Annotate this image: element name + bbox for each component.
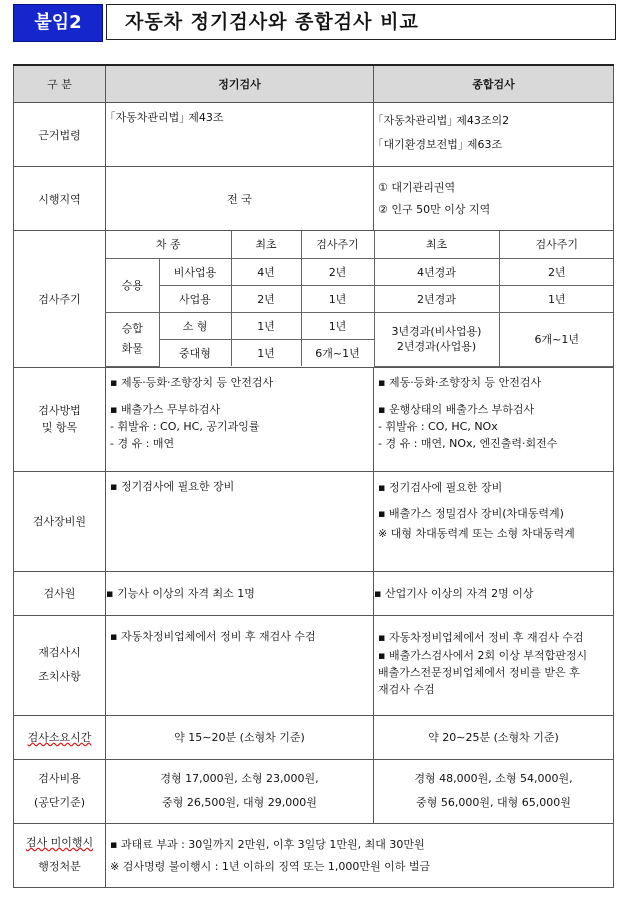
reinspection-regular: [106, 615, 374, 715]
row-label-penalty-text: 검사 미이행시: [25, 836, 94, 849]
reinspection-line: 재검사 수검: [378, 682, 435, 696]
equipment-line: ※ 대형 차대동력계 또는 소형 차대동력계: [378, 526, 575, 540]
row-label-fee: [14, 759, 106, 823]
row-label-method-line: 및 항목: [41, 421, 78, 434]
method-spacer: [378, 391, 609, 401]
row-label-reinspection-line: 재검사시: [38, 646, 81, 659]
period-cell: 4년: [231, 258, 301, 285]
period-cell: 4년경과: [374, 258, 499, 285]
period-cell: 3년경과(비사업용): [391, 325, 482, 338]
row-label-duration-text: 검사소요시간: [27, 731, 92, 744]
duration-comprehensive: 약 20∼25분 (소형차 기준): [374, 715, 614, 759]
penalty-line: ▪ 과태료 부과 : 30일까지 2만원, 이후 3일당 1만원, 최대 30만원: [110, 837, 425, 851]
period-cell: 2년: [231, 285, 301, 312]
method-line: - 경 유 : 매연, NOx, 엔진출력·회전수: [378, 436, 558, 450]
reinspection-line: ▪ 배출가스검사에서 2회 이상 부적합판정시: [378, 648, 588, 662]
row-label-region: 시행지역: [14, 167, 106, 231]
method-line: - 휘발유 : CO, HC, NOx: [378, 419, 498, 433]
period-truck-label: 화물: [121, 342, 143, 355]
reinspection-line: 배출가스전문정비업체에서 정비를 받은 후: [378, 665, 580, 679]
period-large-label: 중대형: [159, 339, 231, 366]
method-regular: [106, 367, 374, 471]
row-label-fee-line: 검사비용: [38, 772, 81, 785]
reinspection-line: ▪ 자동차정비업체에서 정비 후 재검사 수검: [378, 630, 584, 644]
period-head-first-reg: 최초: [231, 231, 301, 258]
legal-basis-regular-text: ｢자동차관리법｣ 제43조: [110, 111, 224, 124]
row-label-fee-line: (공단기준): [33, 796, 86, 809]
equipment-line: ▪ 정기검사에 필요한 장비: [110, 479, 235, 493]
fee-line: 중형 26,500원, 대형 29,000원: [162, 796, 317, 809]
period-cell: 1년: [231, 339, 301, 366]
method-spacer: [110, 391, 369, 401]
period-van-truck-label: [106, 312, 159, 366]
period-business-label: 사업용: [159, 285, 231, 312]
method-line: ▪ 운행상태의 배출가스 부하검사: [378, 402, 535, 416]
penalty-content: [106, 823, 614, 887]
period-non-business-label: 비사업용: [159, 258, 231, 285]
method-comprehensive: [374, 367, 614, 471]
period-cell: 2년경과: [374, 285, 499, 312]
method-line: ▪ 제동·등화·조향장치 등 안전검사: [378, 375, 542, 389]
comparison-table: [13, 64, 614, 888]
period-head-first-comp: 최초: [374, 231, 499, 258]
period-cell: 1년: [301, 312, 374, 339]
equipment-regular: [106, 471, 374, 571]
method-line: - 경 유 : 매연: [110, 436, 175, 450]
fee-line: 경형 17,000원, 소형 23,000원,: [160, 772, 319, 785]
period-van-label: 승합: [121, 322, 143, 335]
period-subtable: [106, 231, 614, 367]
page-header: [6, 4, 616, 40]
period-van-first-comp: [374, 312, 499, 366]
period-cell: 1년: [301, 285, 374, 312]
period-subtable-cell: [106, 231, 614, 368]
period-passenger-label: 승용: [106, 258, 159, 312]
col-header-regular: 정기검사: [106, 65, 374, 103]
row-label-reinspection-line: 조치사항: [38, 670, 81, 683]
period-head-type: 차 종: [106, 231, 231, 258]
page-title: 자동차 정기검사와 종합검사 비교: [106, 4, 616, 40]
penalty-line: ※ 검사명령 불이행시 : 1년 이하의 징역 또는 1,000만원 이하 벌금: [110, 859, 431, 873]
col-header-category: 구 분: [14, 65, 106, 103]
period-cell: 2년: [301, 258, 374, 285]
fee-comprehensive: [374, 759, 614, 823]
period-cell: 6개~1년: [301, 339, 374, 366]
region-regular: 전 국: [106, 167, 374, 231]
equipment-comprehensive: [374, 471, 614, 571]
period-cell: 1년: [499, 285, 614, 312]
period-cell: 2년: [499, 258, 614, 285]
row-label-penalty: [14, 823, 106, 887]
fee-line: 경형 48,000원, 소형 54,000원,: [414, 772, 573, 785]
legal-basis-regular: [106, 103, 374, 167]
row-label-inspector: 검사원: [14, 571, 106, 615]
row-label-duration: [14, 715, 106, 759]
row-label-legal-basis: 근거법령: [14, 103, 106, 167]
period-van-cycle-comp: 6개~1년: [499, 312, 614, 366]
row-label-reinspection: [14, 615, 106, 715]
duration-regular: 약 15∼20분 (소형차 기준): [106, 715, 374, 759]
inspector-regular: ▪ 기능사 이상의 자격 최소 1명: [106, 571, 374, 615]
equipment-line: ▪ 정기검사에 필요한 장비: [378, 480, 503, 494]
fee-line: 중형 56,000원, 대형 65,000원: [416, 796, 571, 809]
fee-regular: [106, 759, 374, 823]
row-label-equipment: 검사장비원: [14, 471, 106, 571]
region-comp-line: ① 대기관리권역: [378, 181, 456, 194]
equipment-line: ▪ 배출가스 정밀검사 장비(차대동력계): [378, 506, 564, 520]
period-head-cycle-reg: 검사주기: [301, 231, 374, 258]
period-small-label: 소 형: [159, 312, 231, 339]
legal-basis-comp-line: ｢자동차관리법｣ 제43조의2: [378, 114, 510, 127]
attachment-badge: 붙임2: [13, 4, 103, 42]
period-head-cycle-comp: 검사주기: [499, 231, 614, 258]
row-label-method: [14, 367, 106, 471]
row-label-method-line: 검사방법: [38, 404, 81, 417]
region-comp-line: ② 인구 50만 이상 지역: [378, 203, 491, 216]
region-comprehensive: [374, 167, 614, 231]
legal-basis-comp-line: ｢대기환경보전법｣ 제63조: [378, 138, 503, 151]
period-cell: 2년경과(사업용): [396, 340, 477, 353]
reinspection-comprehensive: [374, 615, 614, 715]
inspector-comprehensive: ▪ 산업기사 이상의 자격 2명 이상: [374, 571, 614, 615]
row-label-penalty-line1: [14, 831, 105, 855]
row-label-penalty-line: 행정처분: [38, 860, 81, 873]
method-line: ▪ 배출가스 무부하검사: [110, 402, 221, 416]
reinspection-line: ▪ 자동차정비업체에서 정비 후 재검사 수검: [110, 629, 316, 643]
period-cell: 1년: [231, 312, 301, 339]
row-label-period: 검사주기: [14, 231, 106, 368]
col-header-comprehensive: 종합검사: [374, 65, 614, 103]
legal-basis-comprehensive: [374, 103, 614, 167]
method-line: - 휘발유 : CO, HC, 공기과잉률: [110, 419, 260, 433]
method-line: ▪ 제동·등화·조향장치 등 안전검사: [110, 375, 274, 389]
